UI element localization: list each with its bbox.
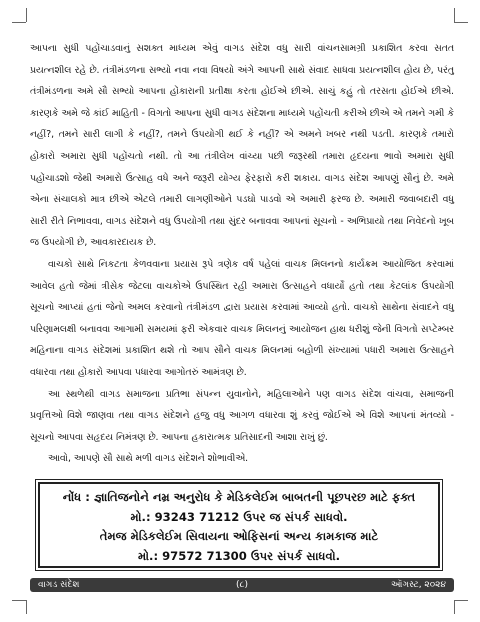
page-footer	[30, 578, 454, 592]
crop-mark-top-right	[454, 22, 468, 23]
crop-mark-top-left	[26, 8, 27, 22]
notice-phone-line: મો.: 93243 71212 ઉપર જ સંપર્ક સાધવો.	[130, 509, 348, 524]
paragraph: આવો, આપણે સૌ સાથે મળી વાગડ સંદેશને શોભાવીએ.	[48, 453, 249, 465]
paragraph: આ સ્થળેથી વાગડ સમાજના પ્રતિભા સંપન્ન યુવાનોને, મહિલાઓને પણ વાગડ સંદેશ વાંચવા, સમાજની પ્રવૃત્તિઓ વિશે જાણવા તથા વાગડ સંદેશને હજુ વધુ આગળ વધારવા શું કરવું જોઈએ એ વિશે આપનાં મંતવ્યો - સૂચનો આપવા સહૃદય નિમંત્રણ છે. આપના હકારાત્મક પ્રતિસાદની આશા રાખું છું.	[30, 388, 454, 443]
notice-line: તેમજ મેડિકલેઈમ સિવાયના ઓફિસનાં અન્ય કામકાજ માટે	[99, 529, 379, 543]
crop-mark-bottom-right	[454, 600, 468, 601]
footer-magazine-name: વાગડ સંદેશ	[38, 580, 80, 590]
crop-mark-top-left	[12, 22, 26, 23]
paragraph: આપના સુધી પહોંચાડવાનું સશક્ત માધ્યમ એવું વાગડ સંદેશ વધુ સારી વાંચનસામગ્રી પ્રકાશિત કરવા સતત પ્રયત્નશીલ રહે છે. તંત્રીમંડળના સભ્યો નવા નવા વિષયો અંગે આપની સાથે સંવાદ સાધવા પ્રયત્નશીલ હોય છે, પરંતુ તંત્રીમંડળના અમે સૌ સભ્યો આપના હોંકારાની પ્રતીક્ષા કરતા હોઈએ છીએ. સાચું કહું તો તરસતા હોઈએ છીએ. કારણકે અમે જે કાંઈ માહિતી - વિગતો આપના સુધી વાગડ સંદેશના માધ્યમે પહોંચતી કરીએ છીએ એ તમને ગમી કે નહીં?, તમને સારી લાગી કે નહીં?, તમને ઉપયોગી થઈ કે નહીં? એ અમને ખબર નથી પડતી. કારણકે તમારો હોંકારો અમારા સુધી પહોંચતો નથી. તો આ તંત્રીલેખ વાંચ્યા પછી જરૂરથી તમારા હૃદયના ભાવો અમારા સુધી પહોંચાડશો જેથી અમારો ઉત્સાહ વધે અને જરૂરી યોગ્ય ફેરફારો કરી શકાય. વાગડ સંદેશ આપણું સૌનું છે. અમે એના સંચાલકો માત્ર છીએ એટલે તમારી લાગણીઓને પડઘો પાડવો એ અમારી ફરજ છે. અમારી જવાબદારી વધુ સારી રીતે નિભાવવા, વાગડ સંદેશને વધુ ઉપયોગી તથા સુંદર બનાવવા આપનાં સૂચનો - અભિપ્રાયો તથા નિવેદનો ખૂબ જ ઉપયોગી છે, આવકારદાયક છે.	[30, 43, 454, 249]
crop-mark-bottom-left	[12, 600, 26, 601]
notice-line: નોંધ : જ્ઞાતિજનોને નમ્ર અનુરોધ કે મેડિકલેઈમ બાબતની પૂછપરછ માટે ફક્ત	[62, 490, 416, 504]
article-body	[30, 38, 454, 470]
crop-mark-top-right	[454, 8, 455, 22]
notice-phone-line: મો.: 97572 71300 ઉપર સંપર્ક સાધવો.	[137, 548, 341, 563]
notice-box	[38, 482, 440, 568]
paragraph: વાચકો સાથે નિકટતા કેળવવાના પ્રયાસ રૂપે ત્રણેક વર્ષ પહેલાં વાચક મિલનનો કાર્યક્રમ આયોજિત કરવામાં આવેલ હતો જેમાં ત્રીસેક જેટલા વાચકોએ ઉપસ્થિત રહી અમારા ઉત્સાહને વધાર્યો હતો તથા કેટલાંક ઉપયોગી સૂચનો આપ્યાં હતાં જેનો અમલ કરવાનો તંત્રીમંડળ દ્વારા પ્રયાસ કરવામાં આવ્યો હતો. વાચકો સાથેના સંવાદને વધુ પરિણામલક્ષી બનાવવા આગામી સમયમાં ફરી એકવાર વાચક મિલનનું આયોજન હાથ ધરીશું જેની વિગતો સપ્ટેમ્બર મહિનાના વાગડ સંદેશમાં પ્રકાશિત થશે તો આપ સૌને વાચક મિલનમાં બહોળી સંખ્યામાં પધારી અમારા ઉત્સાહને વધારવા તથા હોંકારો આપવા પધારવા આગોતરું આમંત્રણ છે.	[30, 258, 454, 378]
crop-mark-bottom-right	[454, 600, 455, 614]
crop-mark-bottom-left	[26, 600, 27, 614]
footer-page-number: (૮)	[236, 580, 248, 590]
footer-date: ઑગસ્ટ, ૨૦૨૪	[391, 580, 446, 590]
